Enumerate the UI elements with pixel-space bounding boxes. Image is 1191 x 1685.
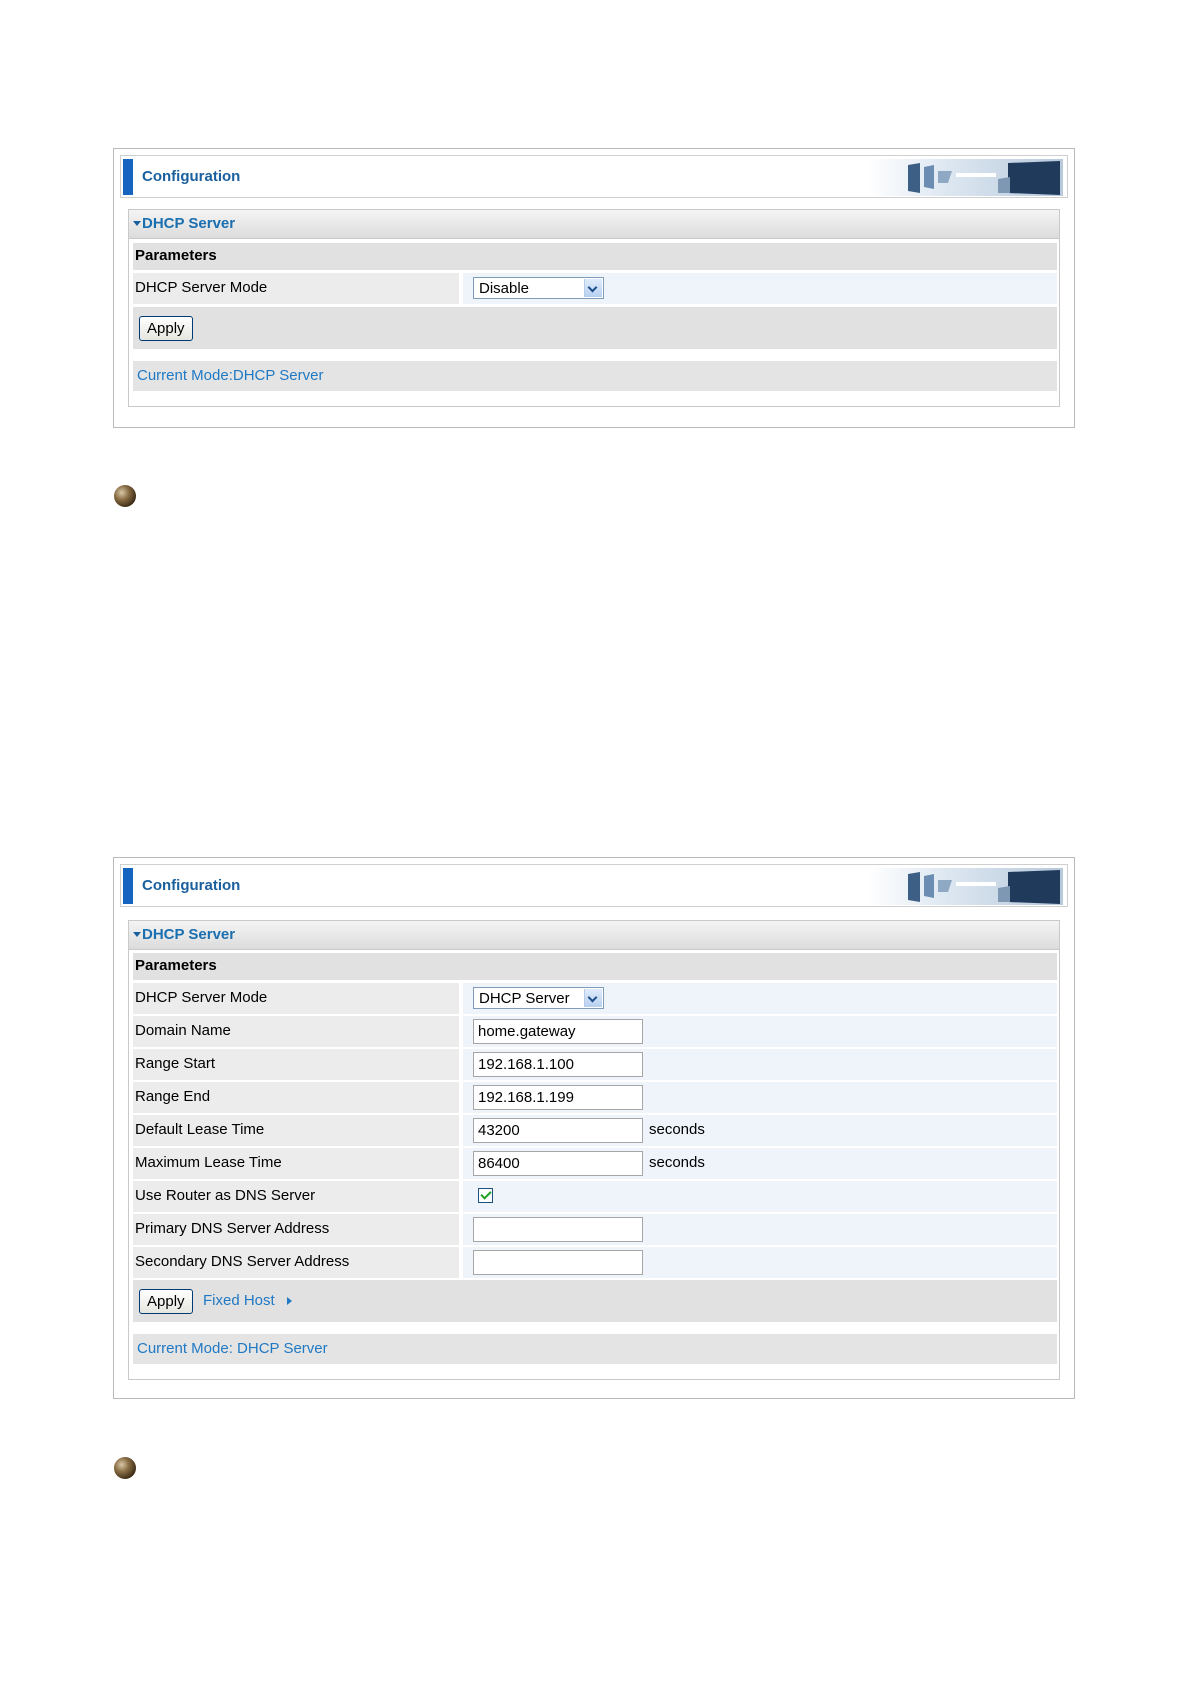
config-panel-dhcp-server [113,857,1075,1399]
field-row-range-end [133,1082,1057,1113]
select-value: Disable [479,280,530,297]
unit-label: seconds [649,1154,705,1171]
fixed-host-link[interactable]: Fixed Host [203,1292,275,1309]
field-value-cell [463,983,1057,1014]
dhcp-server-mode-select[interactable] [473,277,604,299]
field-row-dhcp-server-mode [133,273,1057,304]
field-value-cell [463,1181,1057,1212]
field-value-cell [463,1247,1057,1278]
field-value-cell [463,1082,1057,1113]
section-header[interactable] [129,921,1059,950]
parameters-heading: Parameters [135,957,217,974]
apply-button[interactable]: Apply [139,316,193,341]
field-label: DHCP Server Mode [133,983,459,1014]
header-accent-bar [123,868,133,904]
status-row [133,361,1057,391]
select-dropdown-icon[interactable] [584,989,602,1007]
config-header-art [868,868,1063,905]
field-label: Domain Name [133,1016,459,1047]
section-collapse-arrow-icon[interactable] [133,932,141,937]
maximum-lease-time-input[interactable] [473,1151,643,1176]
config-header-art [868,159,1063,196]
use-router-dns-checkbox[interactable] [478,1188,493,1203]
domain-name-input[interactable] [473,1019,643,1044]
configuration-header [120,155,1068,198]
bullet-icon [114,1457,136,1479]
field-label: Use Router as DNS Server [133,1181,459,1212]
header-accent-bar [123,159,133,195]
bullet-icon [114,485,136,507]
field-row-default-lease-time [133,1115,1057,1146]
link-arrow-icon[interactable] [287,1297,292,1305]
primary-dns-input[interactable] [473,1217,643,1242]
dhcp-server-section [128,920,1060,1380]
default-lease-time-input[interactable] [473,1118,643,1143]
field-label: Range Start [133,1049,459,1080]
field-row-range-start [133,1049,1057,1080]
status-row [133,1334,1057,1364]
secondary-dns-input[interactable] [473,1250,643,1275]
field-row-use-router-as-dns [133,1181,1057,1212]
field-value-cell [463,1115,1057,1146]
field-label: DHCP Server Mode [133,273,459,304]
dhcp-server-section [128,209,1060,407]
range-end-input[interactable] [473,1085,643,1110]
action-row [133,1280,1057,1322]
select-dropdown-icon[interactable] [584,279,602,297]
configuration-title: Configuration [142,168,241,185]
unit-label: seconds [649,1121,705,1138]
section-collapse-arrow-icon[interactable] [133,221,141,226]
field-label: Primary DNS Server Address [133,1214,459,1245]
parameters-heading-row [133,953,1057,980]
section-header[interactable] [129,210,1059,239]
field-value-cell [463,1016,1057,1047]
field-label: Secondary DNS Server Address [133,1247,459,1278]
field-value-cell [463,1148,1057,1179]
section-title: DHCP Server [142,926,236,943]
section-title: DHCP Server [142,215,236,232]
parameters-heading: Parameters [135,247,217,264]
config-panel-disable [113,148,1075,428]
configuration-header [120,864,1068,907]
field-value-cell [463,1214,1057,1245]
current-mode-status: Current Mode:DHCP Server [137,367,324,384]
range-start-input[interactable] [473,1052,643,1077]
current-mode-status: Current Mode: DHCP Server [137,1340,328,1357]
field-row-maximum-lease-time [133,1148,1057,1179]
field-value-cell [463,1049,1057,1080]
dhcp-server-mode-select[interactable] [473,987,604,1009]
parameters-heading-row [133,243,1057,270]
field-row-domain-name [133,1016,1057,1047]
field-row-primary-dns [133,1214,1057,1245]
select-value: DHCP Server [479,990,570,1007]
field-label: Default Lease Time [133,1115,459,1146]
field-label: Range End [133,1082,459,1113]
field-value-cell [463,273,1057,304]
action-row [133,307,1057,349]
configuration-title: Configuration [142,877,241,894]
field-row-secondary-dns [133,1247,1057,1278]
field-row-dhcp-server-mode [133,983,1057,1014]
field-label: Maximum Lease Time [133,1148,459,1179]
apply-button[interactable]: Apply [139,1289,193,1314]
